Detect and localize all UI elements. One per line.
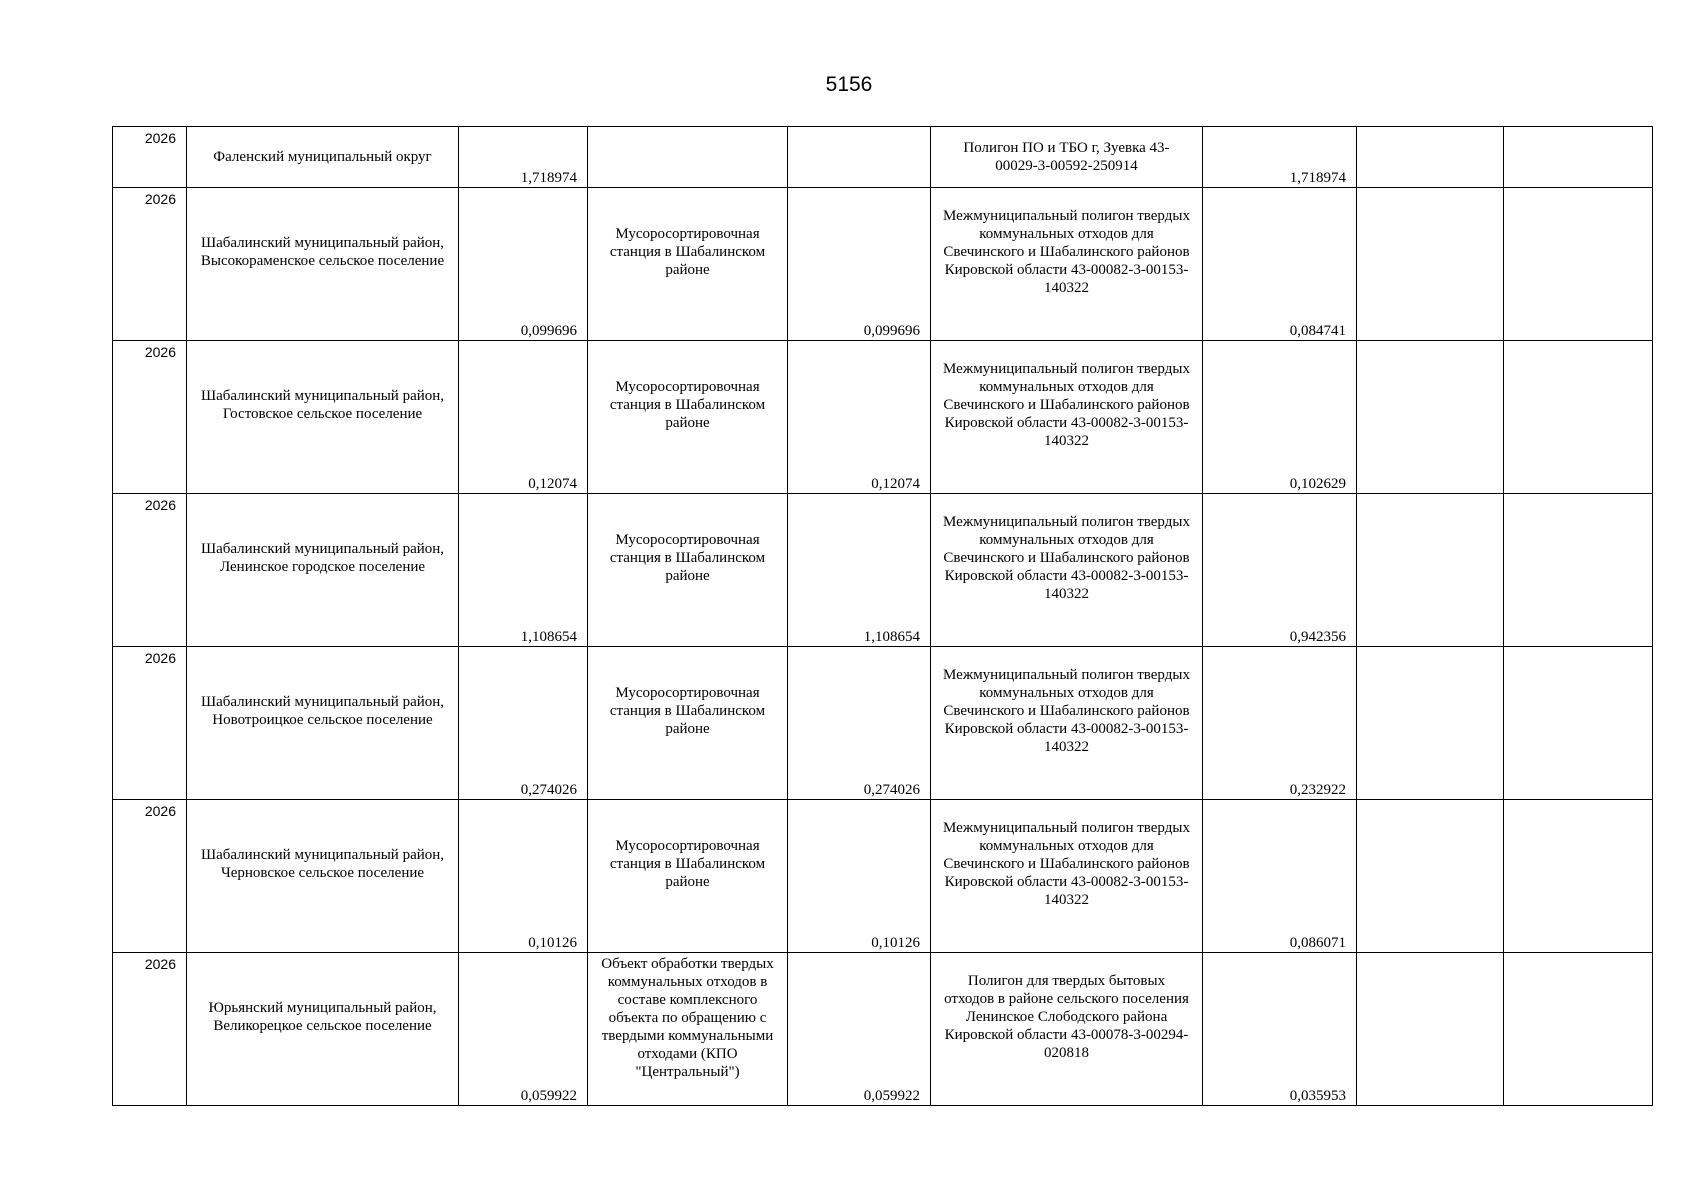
processing-facility-cell [588, 647, 788, 800]
territory-cell [187, 127, 459, 188]
empty-cell [1357, 800, 1504, 953]
volume-cell [459, 494, 588, 647]
disposed-cell [1203, 800, 1357, 953]
year-cell [113, 188, 187, 341]
volume-cell [459, 127, 588, 188]
disposal-facility-cell [931, 647, 1203, 800]
volume-value: 0,10126 [528, 935, 577, 951]
year-cell [113, 341, 187, 494]
disposal-facility-name: Межмуниципальный полигон твердых коммунальных отходов для Свечинского и Шабалинского районов Кировской области 43-00082-3-00153-140322 [943, 207, 1190, 296]
year-value: 2026 [144, 130, 176, 146]
volume-cell [459, 188, 588, 341]
empty-cell [1504, 127, 1653, 188]
disposed-value: 0,086071 [1289, 935, 1346, 951]
table-row [113, 127, 1653, 188]
territory-cell [187, 494, 459, 647]
volume-cell [459, 800, 588, 953]
empty-cell [1357, 647, 1504, 800]
year-cell [113, 953, 187, 1106]
volume-value: 0,099696 [520, 323, 577, 339]
disposed-cell [1203, 647, 1357, 800]
volume-value: 0,274026 [520, 782, 577, 798]
disposed-cell [1203, 188, 1357, 341]
empty-cell [1504, 494, 1653, 647]
disposed-cell [1203, 953, 1357, 1106]
disposal-facility-name: Межмуниципальный полигон твердых коммунальных отходов для Свечинского и Шабалинского районов Кировской области 43-00082-3-00153-140322 [943, 666, 1190, 755]
processing-facility-cell [588, 494, 788, 647]
processed-value: 0,099696 [863, 323, 920, 339]
processing-facility-name: Мусоросортировочная станция в Шабалинском районе [609, 225, 766, 278]
disposed-value: 0,035953 [1289, 1088, 1346, 1104]
disposal-facility-name: Полигон ПО и ТБО г, Зуевка 43-00029-3-00592-250914 [963, 140, 1170, 174]
disposal-facility-cell [931, 188, 1203, 341]
territory-cell [187, 953, 459, 1106]
processed-value: 0,10126 [871, 935, 920, 951]
page-number: 5156 [825, 73, 873, 96]
territory-name: Шабалинский муниципальный район, Гостовское сельское поселение [200, 387, 445, 422]
year-cell [113, 127, 187, 188]
empty-cell [1504, 800, 1653, 953]
territory-name: Шабалинский муниципальный район, Ленинское городское поселение [200, 540, 445, 575]
table-row [113, 188, 1653, 341]
table-row [113, 800, 1653, 953]
disposal-facility-name: Полигон для твердых бытовых отходов в районе сельского поселения Ленинское Слободского района Кировской области 43-00078-3-00294-020818 [944, 972, 1189, 1061]
empty-cell [1504, 953, 1653, 1106]
processed-cell [788, 127, 931, 188]
processing-facility-name: Мусоросортировочная станция в Шабалинском районе [609, 684, 766, 737]
table-row [113, 647, 1653, 800]
processed-value: 0,059922 [863, 1088, 920, 1104]
empty-cell [1357, 341, 1504, 494]
table-row [113, 341, 1653, 494]
volume-value: 0,059922 [520, 1088, 577, 1104]
territory-name: Фаленский муниципальный округ [213, 149, 432, 165]
year-value: 2026 [144, 497, 176, 513]
year-value: 2026 [144, 803, 176, 819]
table-row [113, 494, 1653, 647]
disposal-facility-cell [931, 800, 1203, 953]
volume-cell [459, 953, 588, 1106]
processing-facility-cell [588, 800, 788, 953]
disposed-cell [1203, 127, 1357, 188]
processed-value: 0,12074 [871, 476, 920, 492]
territory-name: Шабалинский муниципальный район, Черновское сельское поселение [200, 846, 445, 881]
empty-cell [1357, 127, 1504, 188]
disposal-facility-name: Межмуниципальный полигон твердых коммунальных отходов для Свечинского и Шабалинского районов Кировской области 43-00082-3-00153-140322 [943, 360, 1190, 449]
disposal-facility-cell [931, 341, 1203, 494]
disposed-value: 1,718974 [1289, 170, 1346, 186]
processing-facility-name: Мусоросортировочная станция в Шабалинском районе [609, 378, 766, 431]
empty-cell [1357, 188, 1504, 341]
territory-cell [187, 188, 459, 341]
processed-cell [788, 953, 931, 1106]
processed-cell [788, 647, 931, 800]
year-value: 2026 [144, 956, 176, 972]
disposed-value: 0,084741 [1289, 323, 1346, 339]
empty-cell [1357, 494, 1504, 647]
year-cell [113, 800, 187, 953]
territory-cell [187, 800, 459, 953]
processed-value: 0,274026 [863, 782, 920, 798]
volume-cell [459, 647, 588, 800]
processed-cell [788, 494, 931, 647]
processed-cell [788, 188, 931, 341]
disposed-value: 0,232922 [1289, 782, 1346, 798]
processing-facility-name: Мусоросортировочная станция в Шабалинском районе [609, 531, 766, 584]
empty-cell [1357, 953, 1504, 1106]
volume-cell [459, 341, 588, 494]
disposed-cell [1203, 494, 1357, 647]
table-row [113, 953, 1653, 1106]
processing-facility-cell [588, 188, 788, 341]
territory-name: Шабалинский муниципальный район, Новотроицкое сельское поселение [200, 693, 445, 728]
processing-facility-cell [588, 127, 788, 188]
disposal-facility-cell [931, 953, 1203, 1106]
territory-cell [187, 341, 459, 494]
disposed-value: 0,942356 [1289, 629, 1346, 645]
empty-cell [1504, 341, 1653, 494]
disposal-facility-cell [931, 494, 1203, 647]
disposed-cell [1203, 341, 1357, 494]
territory-name: Юрьянский муниципальный район, Великорецкое сельское поселение [208, 999, 437, 1034]
year-value: 2026 [144, 650, 176, 666]
territory-name: Шабалинский муниципальный район, Высокораменское сельское поселение [200, 234, 445, 269]
processed-cell [788, 800, 931, 953]
processing-facility-cell [588, 341, 788, 494]
processing-facility-cell [588, 953, 788, 1106]
empty-cell [1504, 188, 1653, 341]
processed-cell [788, 341, 931, 494]
territory-cell [187, 647, 459, 800]
year-cell [113, 647, 187, 800]
disposal-facility-cell [931, 127, 1203, 188]
volume-value: 1,718974 [520, 170, 577, 186]
processing-facility-name: Объект обработки твердых коммунальных отходов в составе комплексного объекта по обращению с твердыми коммунальными отходами (КПО "Центральный") [601, 956, 774, 1080]
processing-facility-name: Мусоросортировочная станция в Шабалинском районе [609, 837, 766, 890]
year-cell [113, 494, 187, 647]
disposal-facility-name: Межмуниципальный полигон твердых коммунальных отходов для Свечинского и Шабалинского районов Кировской области 43-00082-3-00153-140322 [943, 513, 1190, 602]
processed-value: 1,108654 [863, 629, 920, 645]
waste-flow-table [112, 126, 1653, 1106]
disposal-facility-name: Межмуниципальный полигон твердых коммунальных отходов для Свечинского и Шабалинского районов Кировской области 43-00082-3-00153-140322 [943, 819, 1190, 908]
volume-value: 1,108654 [520, 629, 577, 645]
year-value: 2026 [144, 191, 176, 207]
empty-cell [1504, 647, 1653, 800]
year-value: 2026 [144, 344, 176, 360]
volume-value: 0,12074 [528, 476, 577, 492]
disposed-value: 0,102629 [1289, 476, 1346, 492]
